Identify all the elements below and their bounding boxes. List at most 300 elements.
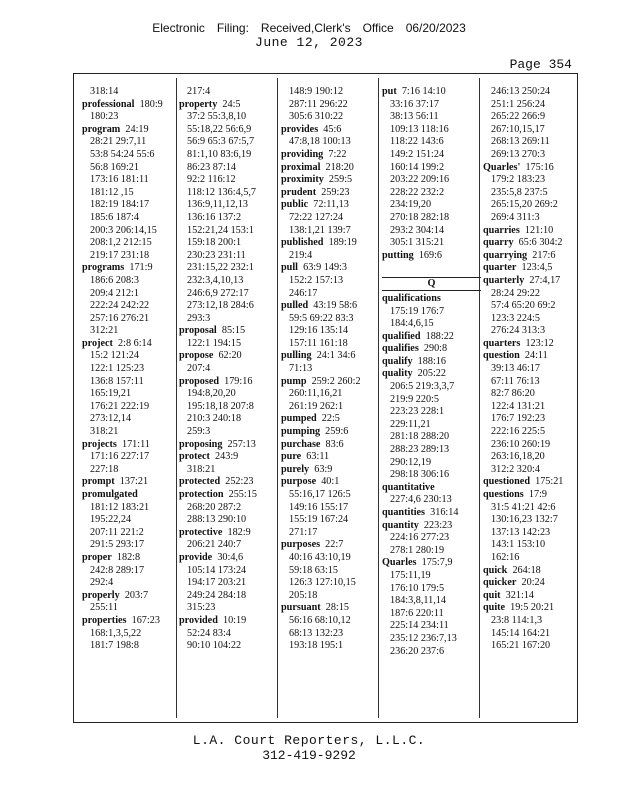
index-term: prompt	[82, 476, 115, 488]
index-term-references: 63:9 149:3	[298, 262, 347, 274]
index-reference-line: 53:8 54:24 55:6	[90, 148, 155, 160]
index-reference-line: 292:4	[90, 577, 114, 589]
index-term-references: 217:6	[527, 249, 556, 261]
index-entry	[483, 476, 575, 489]
index-reference-line: 137:13 142:23	[491, 526, 551, 538]
index-reference-line: 81:1,10 83:6,19	[187, 148, 252, 160]
index-reference-line: 181:12 ,15	[90, 186, 134, 198]
index-term: promulgated	[82, 489, 138, 500]
index-reference-line: 23:8 114:1,3	[491, 614, 543, 626]
index-entry	[483, 338, 575, 351]
index-reference-line: 195:22,24	[90, 514, 132, 526]
index-reference-line: 122:1 194:15	[187, 337, 242, 349]
index-entry	[82, 476, 181, 489]
index-reference-line: 181:7 198:8	[90, 640, 139, 652]
index-term: Quarles	[382, 557, 417, 569]
index-reference-line: 265:22 266:9	[491, 111, 546, 123]
index-term-references: 19:5 20:21	[505, 602, 555, 614]
index-entry	[483, 250, 575, 263]
index-reference-line: 236:20 237:6	[390, 645, 445, 657]
index-term: quality	[382, 368, 413, 380]
filing-stamp-part: Received,Clerk's	[260, 21, 351, 35]
index-entry	[179, 615, 278, 628]
index-entry	[281, 350, 380, 363]
index-term-references: 22:7	[320, 539, 344, 551]
index-term-references: 171:11	[116, 438, 150, 450]
index-term-references: 259:2 260:2	[306, 375, 361, 387]
index-entry	[382, 520, 481, 533]
index-reference-line: 123:3 224:5	[491, 312, 540, 324]
index-term-references: 20:24	[516, 577, 545, 589]
filing-stamp-part: Filing:	[216, 21, 249, 35]
index-reference-line: 56:9 65:3 67:5,7	[187, 136, 255, 148]
index-term: put	[382, 86, 397, 97]
index-term: proposing	[179, 438, 223, 450]
index-entry	[82, 489, 181, 502]
index-column-1	[82, 86, 181, 718]
index-entry	[281, 476, 380, 489]
index-term-references: 182:9	[222, 526, 251, 538]
index-entry	[483, 350, 575, 363]
index-reference-line: 176:21 222:19	[90, 400, 150, 412]
index-entry	[179, 350, 278, 363]
index-term-references: 175:16	[520, 161, 554, 173]
index-term: pump	[281, 375, 307, 387]
index-term: quarry	[483, 237, 514, 249]
index-reference-line: 136:9,11,12,13	[187, 199, 249, 211]
index-term-references: 7:16 14:10	[396, 86, 446, 97]
index-term: protect	[179, 451, 210, 463]
index-term: provided	[179, 614, 218, 626]
index-reference-line: 57:4 65:20 69:2	[491, 300, 556, 312]
index-reference-line: 236:10 260:19	[491, 438, 551, 450]
index-term: quarters	[483, 337, 521, 349]
index-reference-line: 130:16,23 132:7	[491, 514, 558, 526]
index-term-references: 24:5	[217, 98, 241, 110]
index-reference-line: 187:6 220:11	[390, 607, 444, 619]
index-entry	[82, 99, 181, 112]
index-reference-line: 259:3	[187, 426, 211, 438]
index-reference-line: 305:6 310:22	[289, 111, 344, 123]
filing-stamp-part: Electronic	[152, 21, 205, 35]
index-term: pulling	[281, 350, 312, 362]
index-term-references: 188:16	[412, 355, 446, 367]
index-term: purchase	[281, 438, 321, 450]
index-term-references: 123:12	[520, 337, 554, 349]
filing-stamp-part: 06/20/2023	[405, 21, 466, 35]
index-term: proximal	[281, 161, 321, 173]
index-reference-line: 235:12 236:7,13	[390, 632, 457, 644]
index-term-references: 72:11,13	[308, 199, 349, 211]
index-reference-line: 281:18 288:20	[390, 431, 450, 443]
index-reference-line: 182:19 184:17	[90, 199, 150, 211]
index-entry	[281, 262, 380, 275]
index-term-references: 85:15	[216, 325, 246, 337]
index-reference-line: 246:13 250:24	[491, 86, 551, 97]
deposition-date: June 12, 2023	[255, 35, 363, 50]
index-term-references: 257:13	[222, 438, 256, 450]
index-term-references: 182:8	[111, 551, 141, 563]
index-entry	[382, 86, 481, 99]
index-term-references: 10:19	[217, 614, 247, 626]
index-entry	[281, 464, 380, 477]
index-reference-line: 287:11 296:22	[289, 98, 348, 110]
index-term: purely	[281, 463, 310, 475]
court-reporter-phone: 312-419-9292	[262, 748, 356, 763]
index-reference-line: 118:12 136:4,5,7	[187, 186, 256, 198]
index-term: questioned	[483, 476, 530, 488]
index-reference-line: 165:21 167:20	[491, 640, 551, 652]
index-reference-line: 136:8 157:11	[90, 375, 144, 387]
index-term-references: 45:6	[318, 123, 342, 135]
index-column-2	[179, 86, 278, 718]
index-term: provide	[179, 551, 213, 563]
index-reference-line: 265:15,20 269:2	[491, 199, 558, 211]
index-entry	[179, 476, 278, 489]
index-term-references: 121:10	[519, 224, 554, 236]
index-entry	[82, 124, 181, 137]
index-term: proximity	[281, 174, 324, 186]
index-reference-line: 136:16 137:2	[187, 211, 242, 223]
index-reference-line: 148:9 190:12	[289, 86, 344, 97]
index-term: pull	[281, 262, 298, 274]
index-term: programs	[82, 262, 125, 274]
index-reference-line: 33:16 37:17	[390, 98, 439, 110]
index-reference-line: 118:22 143:6	[390, 136, 444, 148]
index-term-references: 189:19	[323, 237, 357, 249]
index-term: qualifies	[382, 343, 419, 355]
index-reference-line: 222:24 242:22	[90, 300, 150, 312]
index-reference-line: 138:1,21 139:7	[289, 224, 351, 236]
index-term: prudent	[281, 186, 317, 198]
index-term: properties	[82, 614, 127, 626]
index-entry	[281, 162, 380, 175]
index-entry	[281, 124, 380, 137]
index-reference-line: 208:1,2 212:15	[90, 237, 152, 249]
index-entry	[281, 439, 380, 452]
index-entry	[382, 507, 481, 520]
index-reference-line: 90:10 104:22	[187, 640, 242, 652]
index-reference-line: 293:2 304:14	[390, 224, 445, 236]
index-reference-line: 217:4	[187, 86, 211, 97]
index-entry	[281, 376, 380, 389]
index-reference-line: 205:18	[289, 589, 318, 601]
index-term: quit	[483, 589, 501, 601]
index-entry	[382, 293, 481, 306]
index-entry	[281, 413, 380, 426]
index-reference-line: 181:12 183:21	[90, 501, 150, 513]
index-reference-line: 273:12,14	[90, 413, 132, 425]
index-reference-line: 207:4	[187, 363, 211, 375]
index-reference-line: 219:9 220:5	[390, 393, 439, 405]
index-reference-line: 40:16 43:10,19	[289, 551, 351, 563]
index-reference-line: 28:24 29:22	[491, 287, 540, 299]
index-entry	[483, 225, 575, 238]
index-reference-line: 168:1,3,5,22	[90, 627, 142, 639]
index-reference-line: 312:2 320:4	[491, 463, 540, 475]
index-reference-line: 71:13	[289, 363, 313, 375]
letter-section-heading: Q	[382, 277, 481, 291]
index-term: qualifications	[382, 292, 441, 304]
index-reference-line: 105:14 173:24	[187, 564, 247, 576]
index-reference-line: 157:11 161:18	[289, 337, 348, 349]
index-entry	[281, 199, 380, 212]
index-reference-line: 28:21 29:7,11	[90, 136, 147, 148]
index-term: project	[82, 337, 113, 349]
index-reference-line: 59:5 69:22 83:3	[289, 312, 354, 324]
index-term-references: 137:21	[114, 476, 149, 488]
index-entry	[179, 527, 278, 540]
index-entry	[483, 489, 575, 502]
index-entry	[382, 356, 481, 369]
index-term-references: 2:8 6:14	[112, 337, 152, 349]
court-reporter-name: L.A. Court Reporters, L.L.C.	[192, 733, 426, 748]
index-reference-line: 268:20 287:2	[187, 501, 242, 513]
index-entry	[483, 590, 575, 603]
index-reference-line: 180:23	[90, 111, 119, 123]
index-term-references: 175:21	[530, 476, 564, 488]
index-reference-line: 55:18,22 56:6,9	[187, 123, 252, 135]
index-entry	[82, 552, 181, 565]
index-entry	[281, 300, 380, 313]
index-entry	[382, 331, 481, 344]
index-term: quarter	[483, 262, 517, 274]
index-term-references: 24:19	[120, 123, 149, 135]
index-reference-line: 143:1 153:10	[491, 539, 546, 551]
index-reference-line: 72:22 127:24	[289, 211, 344, 223]
index-reference-line: 269:4 311:3	[491, 211, 540, 223]
index-reference-line: 261:19 262:1	[289, 400, 344, 412]
filing-stamp-part: Office	[362, 21, 394, 35]
index-reference-line: 228:22 232:2	[390, 186, 445, 198]
index-entry	[179, 489, 278, 502]
index-entry	[179, 552, 278, 565]
index-reference-line: 165:19,21	[90, 388, 132, 400]
index-reference-line: 293:3	[187, 312, 211, 324]
index-reference-line: 56:16 68:10,12	[289, 614, 351, 626]
index-term-references: 259:23	[316, 186, 350, 198]
index-reference-line: 271:17	[289, 526, 318, 538]
index-entry	[82, 590, 181, 603]
index-entry	[382, 343, 481, 356]
index-entry	[179, 325, 278, 338]
index-reference-line: 223:23 228:1	[390, 406, 445, 418]
index-reference-line: 234:19,20	[390, 199, 432, 211]
index-reference-line: 249:24 284:18	[187, 589, 247, 601]
index-reference-line: 52:24 83:4	[187, 627, 231, 639]
index-entry	[483, 262, 575, 275]
index-reference-line: 59:18 63:15	[289, 564, 338, 576]
index-term-references: 65:6 304:2	[513, 237, 563, 249]
index-entry	[281, 426, 380, 439]
index-term: qualify	[382, 355, 413, 367]
index-reference-line: 276:24 313:3	[491, 325, 546, 337]
index-entry	[281, 187, 380, 200]
index-term: published	[281, 237, 324, 249]
index-reference-line: 227:4,6 230:13	[390, 494, 452, 506]
index-reference-line: 149:2 151:24	[390, 148, 445, 160]
index-reference-line: 155:19 167:24	[289, 514, 349, 526]
index-reference-line: 203:22 209:16	[390, 174, 450, 186]
index-reference-line: 38:13 56:11	[390, 111, 439, 123]
index-term-references: 30:4,6	[212, 551, 244, 563]
index-term-references: 43:19 58:6	[308, 300, 358, 312]
index-reference-line: 268:13 269:11	[491, 136, 550, 148]
index-reference-line: 92:2 116:12	[187, 174, 236, 186]
index-term-references: 321:14	[500, 589, 534, 601]
index-term-references: 27:4,17	[524, 274, 561, 286]
index-term: pumping	[281, 426, 321, 438]
index-entry	[281, 539, 380, 552]
index-entry	[382, 482, 481, 495]
index-reference-line: 267:10,15,17	[491, 123, 545, 135]
index-term-references: 218:20	[320, 161, 354, 173]
index-reference-line: 145:14 164:21	[491, 627, 551, 639]
index-reference-line: 175:19 176:7	[390, 305, 445, 317]
index-term: putting	[382, 249, 414, 261]
index-reference-line: 290:12,19	[390, 456, 432, 468]
index-reference-line: 273:12,18 284:6	[187, 300, 254, 312]
index-reference-line: 185:6 187:4	[90, 211, 139, 223]
index-reference-line: 318:14	[90, 86, 119, 97]
index-reference-line: 235:5,8 237:5	[491, 186, 548, 198]
index-entry	[483, 577, 575, 590]
index-reference-line: 229:11,21	[390, 418, 431, 430]
index-entry	[382, 368, 481, 381]
index-reference-line: 109:13 118:16	[390, 123, 449, 135]
index-term-references: 17:9	[523, 489, 547, 500]
index-reference-line: 122:4 131:21	[491, 400, 546, 412]
index-term: program	[82, 123, 121, 135]
index-reference-line: 200:3 206:14,15	[90, 224, 157, 236]
index-term-references: 40:1	[316, 476, 340, 488]
index-term-references: 24:11	[519, 350, 548, 362]
index-reference-line: 152:21,24 153:1	[187, 224, 254, 236]
index-column-4	[382, 86, 481, 718]
index-reference-line: 67:11 76:13	[491, 375, 540, 387]
index-term: quantity	[382, 519, 419, 531]
index-reference-line: 126:3 127:10,15	[289, 577, 356, 589]
index-term-references: 252:23	[220, 476, 254, 488]
index-term-references: 243:9	[209, 451, 239, 463]
index-entry	[281, 602, 380, 615]
index-term: purposes	[281, 539, 321, 551]
index-reference-line: 227:18	[90, 463, 119, 475]
index-term-references: 63:11	[301, 451, 330, 463]
index-term: proposed	[179, 375, 220, 387]
index-term-references: 179:16	[219, 375, 253, 387]
page-number: Page 354	[509, 57, 572, 72]
index-term: proper	[82, 551, 112, 563]
index-term: qualified	[382, 330, 421, 342]
index-column-5	[483, 86, 575, 718]
index-reference-line: 230:23 231:11	[187, 249, 246, 261]
index-reference-line: 176:10 179:5	[390, 582, 445, 594]
index-entry	[82, 439, 181, 452]
index-reference-line: 318:21	[90, 426, 119, 438]
index-entry	[281, 149, 380, 162]
index-reference-line: 55:16,17 126:5	[289, 489, 351, 500]
index-entry	[281, 174, 380, 187]
index-entry	[382, 557, 481, 570]
index-term: property	[179, 98, 218, 110]
index-entry	[483, 602, 575, 615]
index-entry	[483, 162, 575, 175]
index-entry	[179, 376, 278, 389]
index-reference-line: 152:2 157:13	[289, 274, 344, 286]
index-reference-line: 162:16	[491, 551, 520, 563]
index-term-references: 188:22	[420, 330, 454, 342]
index-reference-line: 232:3,4,10,13	[187, 274, 244, 286]
index-term-references: 123:4,5	[516, 262, 553, 274]
index-reference-line: 160:14 199:2	[390, 161, 445, 173]
index-term: quicker	[483, 577, 517, 589]
index-term: proposal	[179, 325, 217, 337]
index-term-references: 175:7,9	[416, 557, 453, 569]
index-term: provides	[281, 123, 319, 135]
index-reference-line: 315:23	[187, 602, 216, 614]
index-entry	[82, 338, 181, 351]
index-term-references: 203:7	[119, 589, 149, 601]
index-term: quite	[483, 602, 506, 614]
index-reference-line: 224:16 277:23	[390, 532, 450, 544]
index-reference-line: 246:6,9 272:17	[187, 287, 249, 299]
index-term-references: 264:18	[507, 564, 541, 576]
index-term: quantitative	[382, 481, 435, 493]
index-reference-line: 175:11,19	[390, 569, 431, 581]
index-entry	[483, 275, 575, 288]
index-reference-line: 231:15,22 232:1	[187, 262, 254, 274]
index-term-references: 28:15	[320, 602, 349, 614]
index-term-references: 169:6	[413, 249, 443, 261]
index-entry	[483, 237, 575, 250]
index-reference-line: 194:17 203:21	[187, 577, 247, 589]
index-term: pumped	[281, 413, 317, 425]
index-entry	[281, 451, 380, 464]
index-reference-line: 171:16 227:17	[90, 451, 150, 463]
index-entry	[179, 451, 278, 464]
index-reference-line: 206:5 219:3,3,7	[390, 381, 455, 393]
index-reference-line: 194:8,20,20	[187, 388, 236, 400]
index-reference-line: 210:3 240:18	[187, 413, 242, 425]
index-term-references: 259:5	[323, 174, 353, 186]
index-reference-line: 56:8 169:21	[90, 161, 139, 173]
index-entry	[281, 237, 380, 250]
index-spacer	[382, 262, 481, 275]
index-reference-line: 39:13 46:17	[491, 363, 540, 375]
index-reference-line: 179:2 183:23	[491, 174, 546, 186]
index-reference-line: 246:17	[289, 287, 318, 299]
index-reference-line: 251:1 256:24	[491, 98, 546, 110]
index-term-references: 22:5	[316, 413, 340, 425]
index-entry	[382, 250, 481, 263]
index-term-references: 63:9	[309, 463, 333, 475]
index-term: protected	[179, 476, 221, 488]
index-reference-line: 291:5 293:17	[90, 539, 145, 551]
index-reference-line: 222:16 225:5	[491, 426, 546, 438]
index-term: quarrying	[483, 249, 528, 261]
index-entry	[82, 615, 181, 628]
index-term: pure	[281, 451, 302, 463]
index-term: questions	[483, 489, 524, 500]
index-reference-line: 288:13 290:10	[187, 514, 247, 526]
index-reference-line: 263:16,18,20	[491, 451, 545, 463]
index-reference-line: 270:18 282:18	[390, 211, 450, 223]
index-term-references: 259:6	[320, 426, 349, 438]
index-reference-line: 37:2 55:3,8,10	[187, 111, 247, 123]
index-reference-line: 219:17 231:18	[90, 249, 150, 261]
index-term-references: 7:22	[323, 148, 347, 160]
